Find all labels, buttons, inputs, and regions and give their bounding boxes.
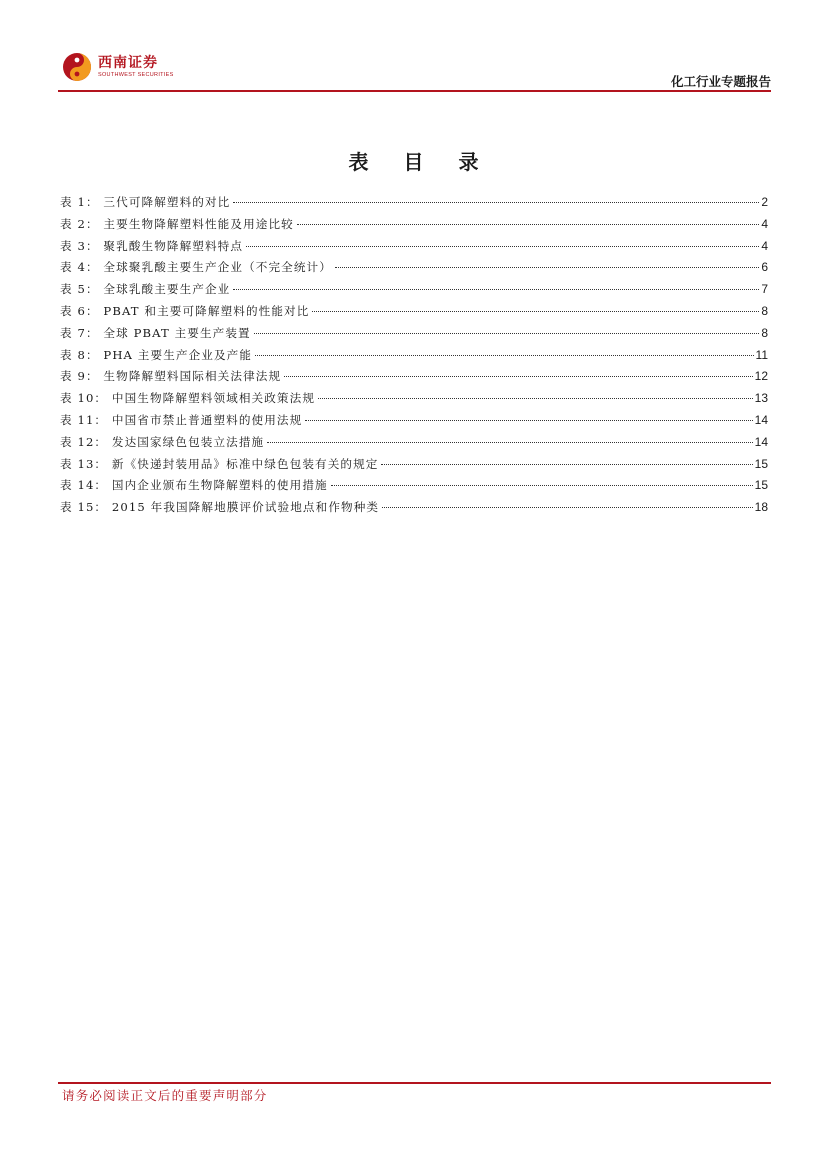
toc-entry[interactable]	[60, 192, 768, 214]
toc-title: 表 目 录	[348, 150, 493, 174]
toc-dot-leader	[382, 507, 753, 508]
toc-dot-leader	[331, 485, 753, 486]
toc-entry-label[interactable]: 表 8： PHA 主要生产企业及产能	[60, 347, 253, 362]
toc-entry[interactable]	[60, 410, 768, 432]
toc-entry-page-number[interactable]: 6	[761, 260, 768, 275]
footer-disclaimer: 请务必阅读正文后的重要声明部分	[62, 1088, 268, 1103]
toc-dot-leader	[267, 442, 752, 443]
company-logo	[62, 50, 174, 84]
toc-dot-leader	[233, 289, 759, 290]
toc-entry[interactable]	[60, 236, 768, 258]
toc-entry-page-number[interactable]: 4	[761, 216, 768, 231]
toc-entry-label[interactable]: 表 9： 生物降解塑料国际相关法律法规	[60, 369, 282, 384]
toc-entry[interactable]	[60, 279, 768, 301]
toc-entry-page-number[interactable]: 8	[761, 325, 768, 340]
toc-entry-page-number[interactable]: 12	[754, 369, 768, 384]
toc-entry-label[interactable]: 表 2： 主要生物降解塑料性能及用途比较	[60, 216, 294, 231]
toc-entry-label[interactable]: 表 12： 发达国家绿色包装立法措施	[60, 434, 265, 449]
toc-entry-label[interactable]: 表 1： 三代可降解塑料的对比	[60, 195, 231, 209]
page-header	[58, 50, 771, 92]
toc-entry-page-number[interactable]: 14	[754, 412, 768, 427]
toc-entry-page-number[interactable]: 18	[754, 500, 768, 515]
logo-emblem-icon	[62, 52, 92, 82]
toc-dot-leader	[335, 267, 759, 268]
toc-entry[interactable]	[60, 475, 768, 497]
toc-entry-page-number[interactable]: 7	[761, 282, 768, 297]
toc-entry-label[interactable]: 表 3： 聚乳酸生物降解塑料特点	[60, 238, 244, 253]
logo-english-name: SOUTHWEST SECURITIES	[98, 71, 174, 78]
toc-entry[interactable]	[60, 497, 768, 519]
footer-divider	[58, 1082, 771, 1084]
toc-dot-leader	[254, 333, 760, 334]
toc-entry-label[interactable]: 表 10： 中国生物降解塑料领域相关政策法规	[60, 391, 316, 406]
toc-entry-page-number[interactable]: 15	[754, 456, 768, 471]
toc-entry-page-number[interactable]: 11	[755, 347, 768, 362]
toc-entry[interactable]	[60, 366, 768, 388]
toc-entry-page-number[interactable]: 4	[761, 238, 768, 253]
toc-entry-label[interactable]: 表 14： 国内企业颁布生物降解塑料的使用措施	[60, 478, 328, 493]
toc-entry-label[interactable]: 表 7： 全球 PBAT 主要生产装置	[60, 325, 251, 340]
toc-entry-label[interactable]: 表 5： 全球乳酸主要生产企业	[60, 282, 231, 297]
toc-dot-leader	[233, 202, 759, 203]
toc-dot-leader	[312, 311, 759, 312]
toc-dot-leader	[246, 246, 759, 247]
report-type-label: 化工行业专题报告	[670, 74, 771, 89]
toc-entry-page-number[interactable]: 13	[754, 391, 768, 406]
logo-chinese-name: 西南证券	[98, 54, 158, 71]
toc-entry-page-number[interactable]: 14	[754, 434, 768, 449]
toc-entry[interactable]	[60, 432, 768, 454]
toc-entry-label[interactable]: 表 13： 新《快递封装用品》标准中绿色包装有关的规定	[60, 456, 379, 471]
toc-entry[interactable]	[60, 257, 768, 279]
toc-entry-label[interactable]: 表 15： 2015 年我国降解地膜评价试验地点和作物种类	[60, 500, 380, 515]
toc-entry[interactable]	[60, 323, 768, 345]
toc-dot-leader	[297, 224, 759, 225]
toc-entry-label[interactable]: 表 6： PBAT 和主要可降解塑料的性能对比	[60, 303, 310, 318]
toc-entry[interactable]	[60, 214, 768, 236]
toc-entry-page-number[interactable]: 2	[761, 195, 768, 209]
toc-dot-leader	[318, 398, 753, 399]
toc-dot-leader	[284, 376, 752, 377]
toc-dot-leader	[305, 420, 752, 421]
toc-entry-page-number[interactable]: 8	[761, 303, 768, 318]
toc-dot-leader	[381, 464, 752, 465]
toc-entry[interactable]	[60, 454, 768, 476]
toc-entry-label[interactable]: 表 11： 中国省市禁止普通塑料的使用法规	[60, 412, 303, 427]
toc-entry[interactable]	[60, 345, 768, 367]
header-divider	[58, 90, 771, 92]
logo-wordmark	[98, 56, 174, 79]
toc-entry[interactable]	[60, 388, 768, 410]
toc-entry-label[interactable]: 表 4： 全球聚乳酸主要生产企业（不完全统计）	[60, 260, 332, 275]
toc-dot-leader	[255, 355, 753, 356]
toc-entry[interactable]	[60, 301, 768, 323]
toc-entry-page-number[interactable]: 15	[754, 478, 768, 493]
table-of-tables	[60, 192, 768, 519]
